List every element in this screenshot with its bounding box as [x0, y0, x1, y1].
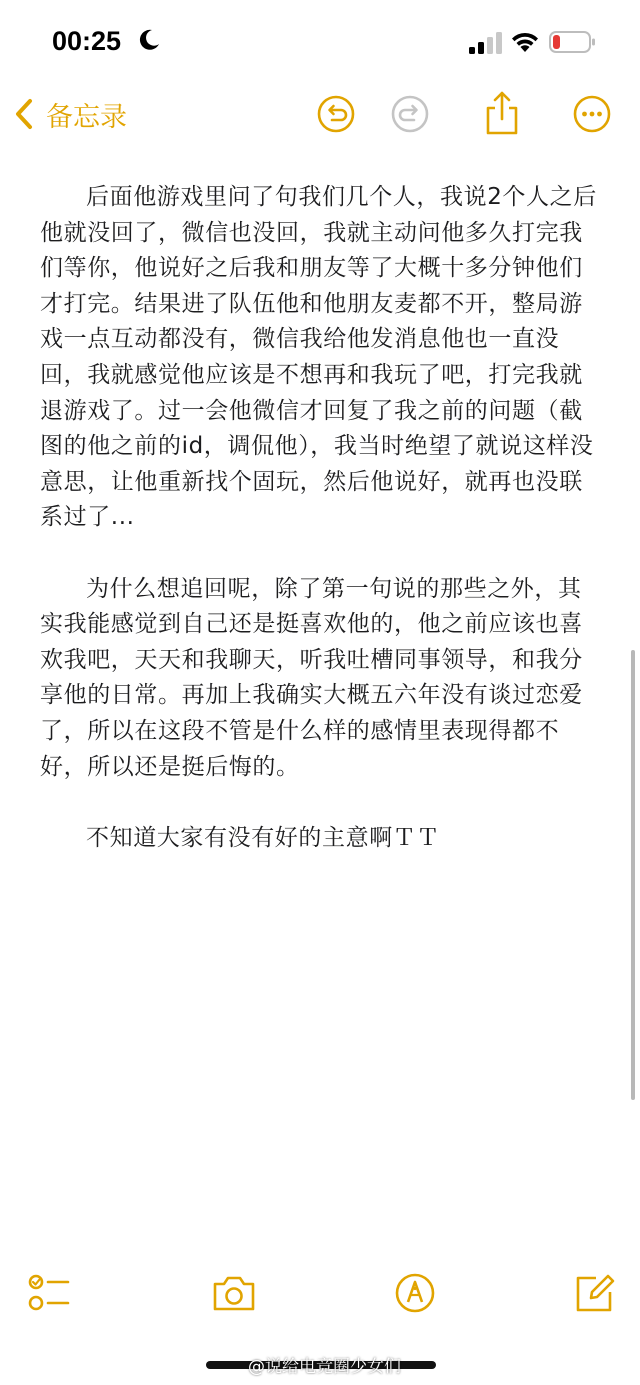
redo-icon[interactable] [390, 94, 430, 134]
battery-icon [549, 30, 597, 54]
note-paragraph: 不知道大家有没有好的主意啊ＴＴ [86, 824, 440, 851]
chevron-left-icon [12, 97, 38, 131]
note-paragraph: 为什么想追回呢，除了第一句说的那些之外，其实我能感觉到自己还是挺喜欢他的，他之前应该也喜欢我吧，天天和我聊天，听我吐槽同事领导，和我分享他的日常。再加上我确实大概五六年没有谈过恋爱了，所以在这段不管是什么样的感情里表现得都不好，所以还是挺后悔的。 [40, 575, 583, 780]
share-icon[interactable] [482, 90, 522, 136]
moon-icon [137, 28, 161, 52]
camera-icon[interactable] [211, 1270, 257, 1316]
more-icon[interactable] [572, 94, 612, 134]
nav-bar [0, 82, 640, 148]
undo-icon[interactable] [316, 94, 356, 134]
status-time: 00:25 [52, 26, 122, 56]
checklist-icon[interactable] [26, 1270, 72, 1316]
scroll-indicator[interactable] [631, 650, 635, 1100]
bottom-toolbar [0, 1270, 640, 1320]
status-bar [0, 0, 640, 82]
back-button[interactable] [12, 94, 127, 134]
wifi-icon [510, 30, 540, 54]
note-body[interactable] [40, 180, 600, 892]
note-paragraph: 后面他游戏里问了句我们几个人，我说2个人之后他就没回了，微信也没回，我就主动问他多久打完我们等你，他说好之后我和朋友等了大概十多分钟他们才打完。结果进了队伍他和他朋友麦都不开，整局游戏一点互动都没有，微信我给他发消息他也一直没回，我就感觉他应该是不想再和我玩了吧，打完我就退游戏了。过一会他微信才回复了我之前的问题（截图的他之前的id，调侃他），我当时绝望了就说这样没意思，让他重新找个固玩，然后他说好，就再也没联系过了... [40, 184, 597, 531]
signal-icon [469, 32, 503, 54]
watermark: @说给电竞圈少女们 [248, 1357, 401, 1377]
back-label: 备忘录 [46, 101, 127, 133]
markup-icon[interactable] [392, 1270, 438, 1316]
compose-icon[interactable] [572, 1270, 618, 1316]
